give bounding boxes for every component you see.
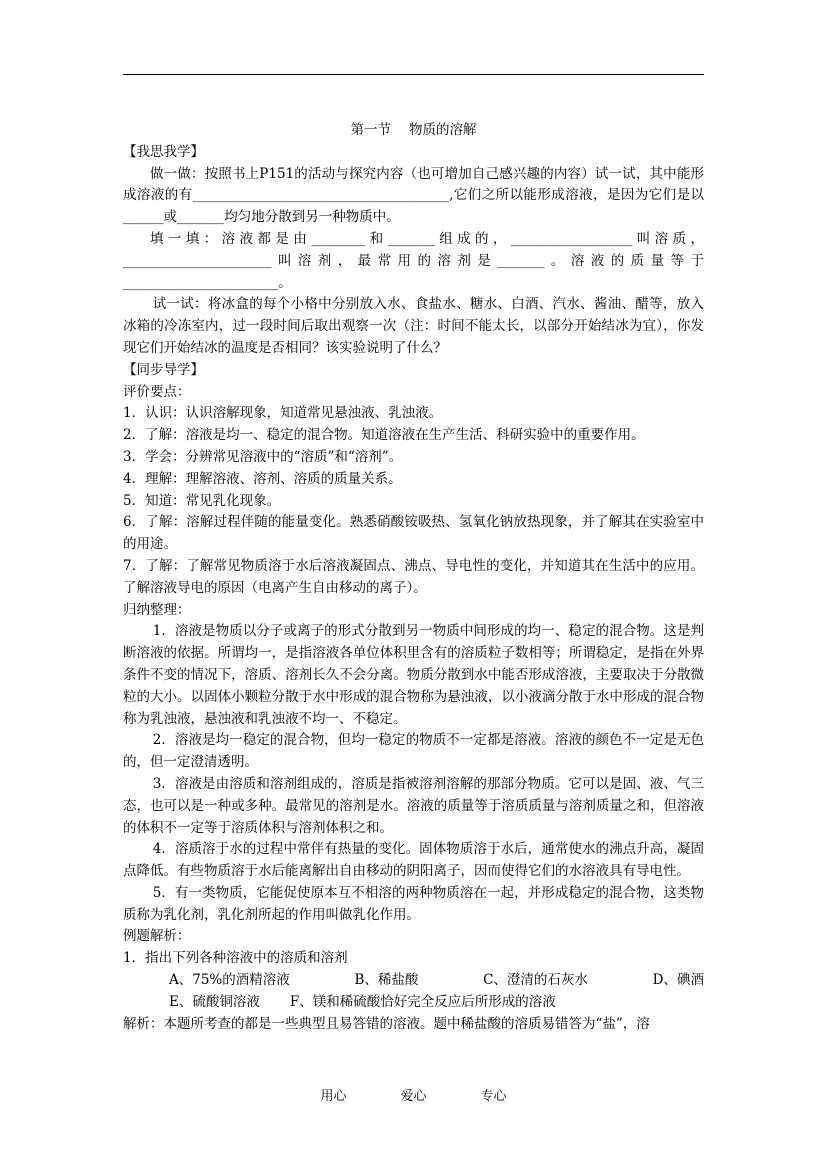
example-analysis: 解析：本题所考查的都是一些典型且易答错的溶液。题中稀盐酸的溶质易错答为“盐”，溶 [123,1015,650,1032]
eval-heading: 评价要点： [123,383,191,400]
page-footer [0,1085,827,1104]
eval-item: 7．了解：了解常见物质溶于水后溶液凝固点、沸点、导电性的变化，并知道其在生活中的应用。了解溶液导电的原因（电离产生自由移动的离子）。 [123,557,704,596]
eval-item: 6．了解：溶解过程伴随的能量变化。熟悉硝酸铵吸热、氢氧化钠放热现象，并了解其在实验室中的用途。 [123,514,704,553]
think-fill: 填一填：溶液都是由________和_______组成的，__________________叫溶质，______________________叫溶剂，最常用的溶剂是_______。溶液的质量等于_______________________。 [123,230,704,291]
summary-item: 2．溶液是均一稳定的混合物，但均一稳定的物质不一定都是溶液。溶液的颜色不一定是无色的，但一定澄清透明。 [123,732,704,771]
section-heading-think: 【我思我学】 [123,143,204,160]
summary-item: 1．溶液是物质以分子或离子的形式分散到另一物质中间形成的均一、稳定的混合物。这是判断溶液的依据。所谓均一，是指溶液各单位体积里含有的溶质粒子数相等；所谓稳定，是指在外界条件不变的情况下，溶质、溶剂长久不会分离。物质分散到水中能否形成溶液，主要取决于分散微粒的大小。以固体小颗粒分散于水中形成的混合物称为悬浊液，以小液滴分散于水中形成的混合物称为乳浊液，悬浊液和乳浊液不均一、不稳定。 [123,623,704,727]
footer-word: 用心 [320,1089,347,1104]
option-c: C、澄清的石灰水 [483,972,588,989]
example-question: 1．指出下列各种溶液中的溶质和溶剂 [123,950,348,967]
summary-item: 5．有一类物质，它能促使原本互不相溶的两种物质溶在一起，并形成稳定的混合物，这类物质称为乳化剂，乳化剂所起的作用叫做乳化作用。 [123,884,704,923]
option-b: B、稀盐酸 [354,972,419,989]
document-body [123,120,704,1035]
example-options-row2 [123,992,704,1014]
header-rule [123,74,704,75]
title-topic: 物质的溶解 [409,122,477,138]
footer-word: 专心 [480,1089,507,1104]
eval-item: 4．理解：理解溶液、溶剂、溶质的质量关系。 [123,470,402,487]
eval-item: 1．认识：认识溶解现象，知道常见悬浊液、乳浊液。 [123,405,443,422]
eval-item: 2．了解：溶液是均一、稳定的混合物。知道溶液在生产生活、科研实验中的重要作用。 [123,427,645,444]
option-d: D、碘酒 [652,972,704,989]
think-try: 试一试：将冰盒的每个小格中分别放入水、食盐水、糖水、白酒、汽水、酱油、醋等，放入冰箱的冷冻室内，过一段时间后取出观察一次（注：时间不能太长，以部分开始结冰为宜），你发现它们开始结冰的温度是否相同？该实验说明了什么？ [123,296,704,356]
option-e: E、硫酸铜溶液 [169,993,260,1010]
think-doit: 做一做：按照书上P151的活动与探究内容（也可增加自己感兴趣的内容）试一试，其中能形成溶液的有______________________________________,它们之所以能形成溶液，是因为它们是以______或_______均匀地分散到另一种物质中。 [123,165,704,226]
summary-item: 4．溶质溶于水的过程中常伴有热量的变化。固体物质溶于水后，通常使水的沸点升高，凝固点降低。有些物质溶于水后能离解出自由移动的阴阳离子，因而使得它们的水溶液具有导电性。 [123,841,704,880]
summary-heading: 归纳整理： [123,601,191,618]
example-options-row1 [123,970,704,992]
page-title [123,120,704,142]
examples-heading: 例题解析： [123,928,191,945]
option-f: F、镁和稀硫酸恰好完全反应后所形成的溶液 [289,993,556,1010]
eval-item: 5．知道：常见乳化现象。 [123,492,281,509]
summary-item: 3．溶液是由溶质和溶剂组成的，溶质是指被溶剂溶解的那部分物质。它可以是固、液、气三态，也可以是一种或多种。最常见的溶剂是水。溶液的质量等于溶质质量与溶剂质量之和，但溶液的体积不一定等于溶质体积与溶剂体积之和。 [123,775,704,836]
footer-word: 爱心 [400,1089,427,1104]
eval-item: 3．学会：分辨常见溶液中的“溶质”和“溶剂”。 [123,448,403,465]
section-heading-sync: 【同步导学】 [123,361,204,378]
title-section: 第一节 [350,122,391,138]
option-a: A、75%的酒精溶液 [169,972,290,989]
